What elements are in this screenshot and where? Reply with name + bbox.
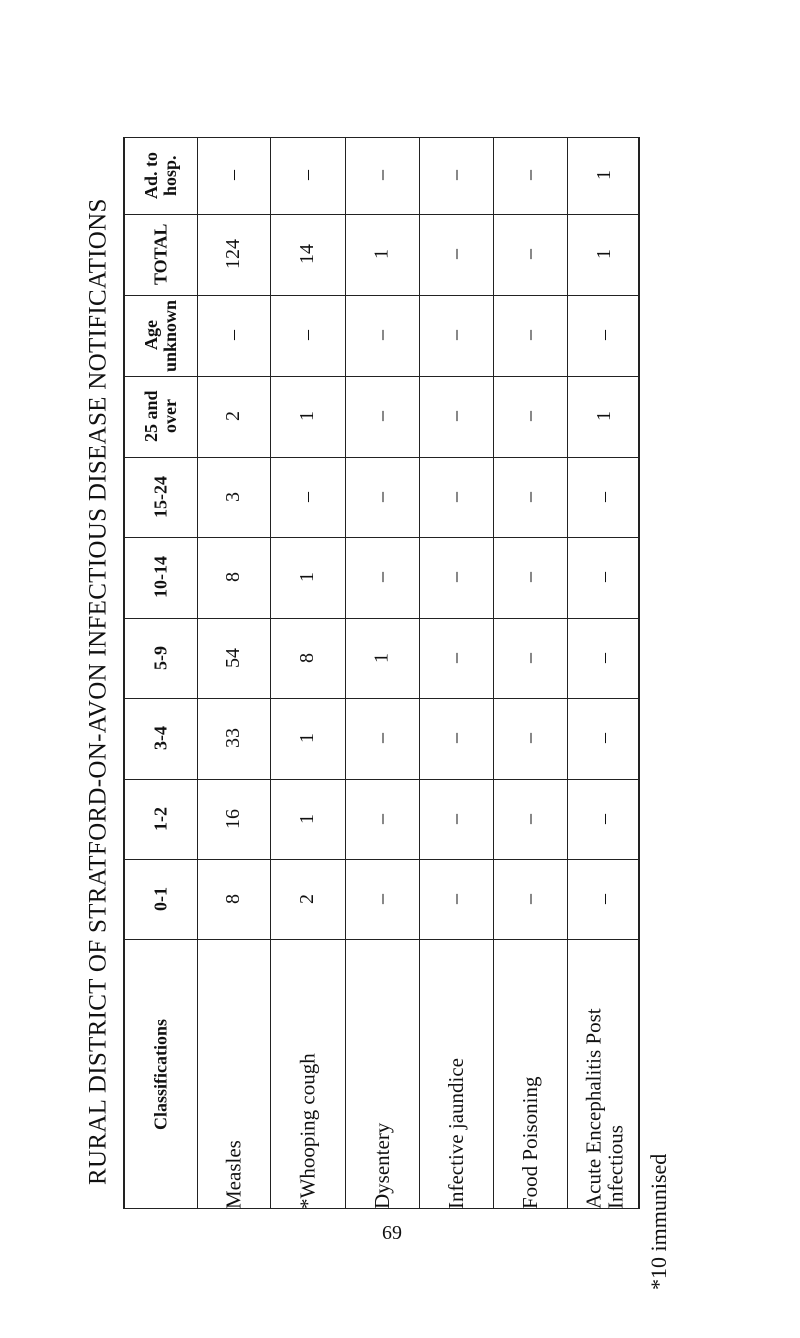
table-cell: 1 [296,572,318,583]
table-cell: – [370,170,393,181]
page-title: RURAL DISTRICT OF STRATFORD-ON-AVON INFECTIOUS DISEASE NOTIFICATIONS [84,198,112,1186]
row-label: Dysentery [369,1122,394,1209]
table-cell: – [444,330,467,341]
table-cell: – [518,170,541,181]
table-cell: 1 [296,733,318,744]
table-cell: – [444,249,467,260]
row-label: Acute Encephalitis Post Infectious [581,1008,628,1209]
table-cell: – [593,814,615,824]
page-number: 69 [382,1222,402,1244]
table-cell: – [518,653,541,663]
column-header: Age unknown [141,299,180,372]
table-cell: 1 [593,249,615,260]
table-cell: – [370,492,393,502]
table-cell: – [518,492,541,502]
table-cell: 1 [593,170,615,181]
table-cell: – [296,492,318,502]
table-cell: – [593,733,615,744]
table-cell: – [518,894,541,904]
table-cell: – [518,733,541,744]
table-cell: – [593,572,615,583]
table-cell: 2 [296,894,318,904]
table-cell: 3 [222,492,244,502]
table-cell: – [518,249,541,260]
table-cell: 2 [222,411,244,422]
table-cell: 1 [296,411,318,422]
table-cell: – [518,572,541,583]
column-header: TOTAL [150,223,171,286]
notifications-table [123,137,640,1209]
table-cell: 1 [593,411,615,422]
table-cell: – [593,653,615,663]
table-cell: – [593,492,615,502]
column-header: 10-14 [150,556,171,599]
column-header: 1-2 [150,807,171,831]
table-cell: – [370,411,393,422]
table-cell: 124 [222,239,244,270]
table-cell: – [593,894,615,904]
row-label: *Whooping cough [295,1053,320,1209]
table-cell: 1 [370,249,393,260]
row-label: Measles [221,1140,246,1209]
table-cell: 8 [222,894,244,904]
table-cell: – [444,814,467,824]
table-cell: – [222,330,244,341]
column-header: 3-4 [150,726,171,751]
column-header: 5-9 [150,646,171,670]
table-cell: 54 [222,648,244,668]
table-cell: 1 [370,653,393,663]
table-cell: – [444,653,467,663]
table-cell: – [370,814,393,824]
row-label: Food Poisoning [517,1076,542,1209]
table-cell: 8 [296,653,318,663]
table-cell: – [518,814,541,824]
table-cell: – [444,894,467,904]
table-cell: – [444,170,467,181]
table-cell: – [518,411,541,422]
column-header: Ad. to hosp. [141,152,180,200]
table-cell: – [444,733,467,744]
footnote: *10 immunised [646,1153,671,1290]
table-cell: – [370,572,393,583]
column-header: 25 and over [141,390,180,443]
table-cell: – [370,330,393,341]
table-cell: 16 [222,809,244,829]
table-cell: 33 [222,728,244,749]
table-cell: – [444,411,467,422]
row-label: Infective jaundice [443,1058,468,1209]
table-cell: – [370,894,393,904]
table-cell: 1 [296,814,318,824]
table-cell: – [296,170,318,181]
table-cell: – [370,733,393,744]
table-cell: – [593,330,615,341]
table-cell: – [222,170,244,181]
column-header: 15-24 [150,476,171,518]
table-cell: – [444,492,467,502]
column-header: 0-1 [150,887,171,911]
table-cell: – [444,572,467,583]
table-cell: – [296,330,318,341]
table-cell: 14 [296,244,318,265]
table-cell: 8 [222,572,244,583]
table-cell: – [518,330,541,341]
column-header: Classifications [150,1018,171,1130]
